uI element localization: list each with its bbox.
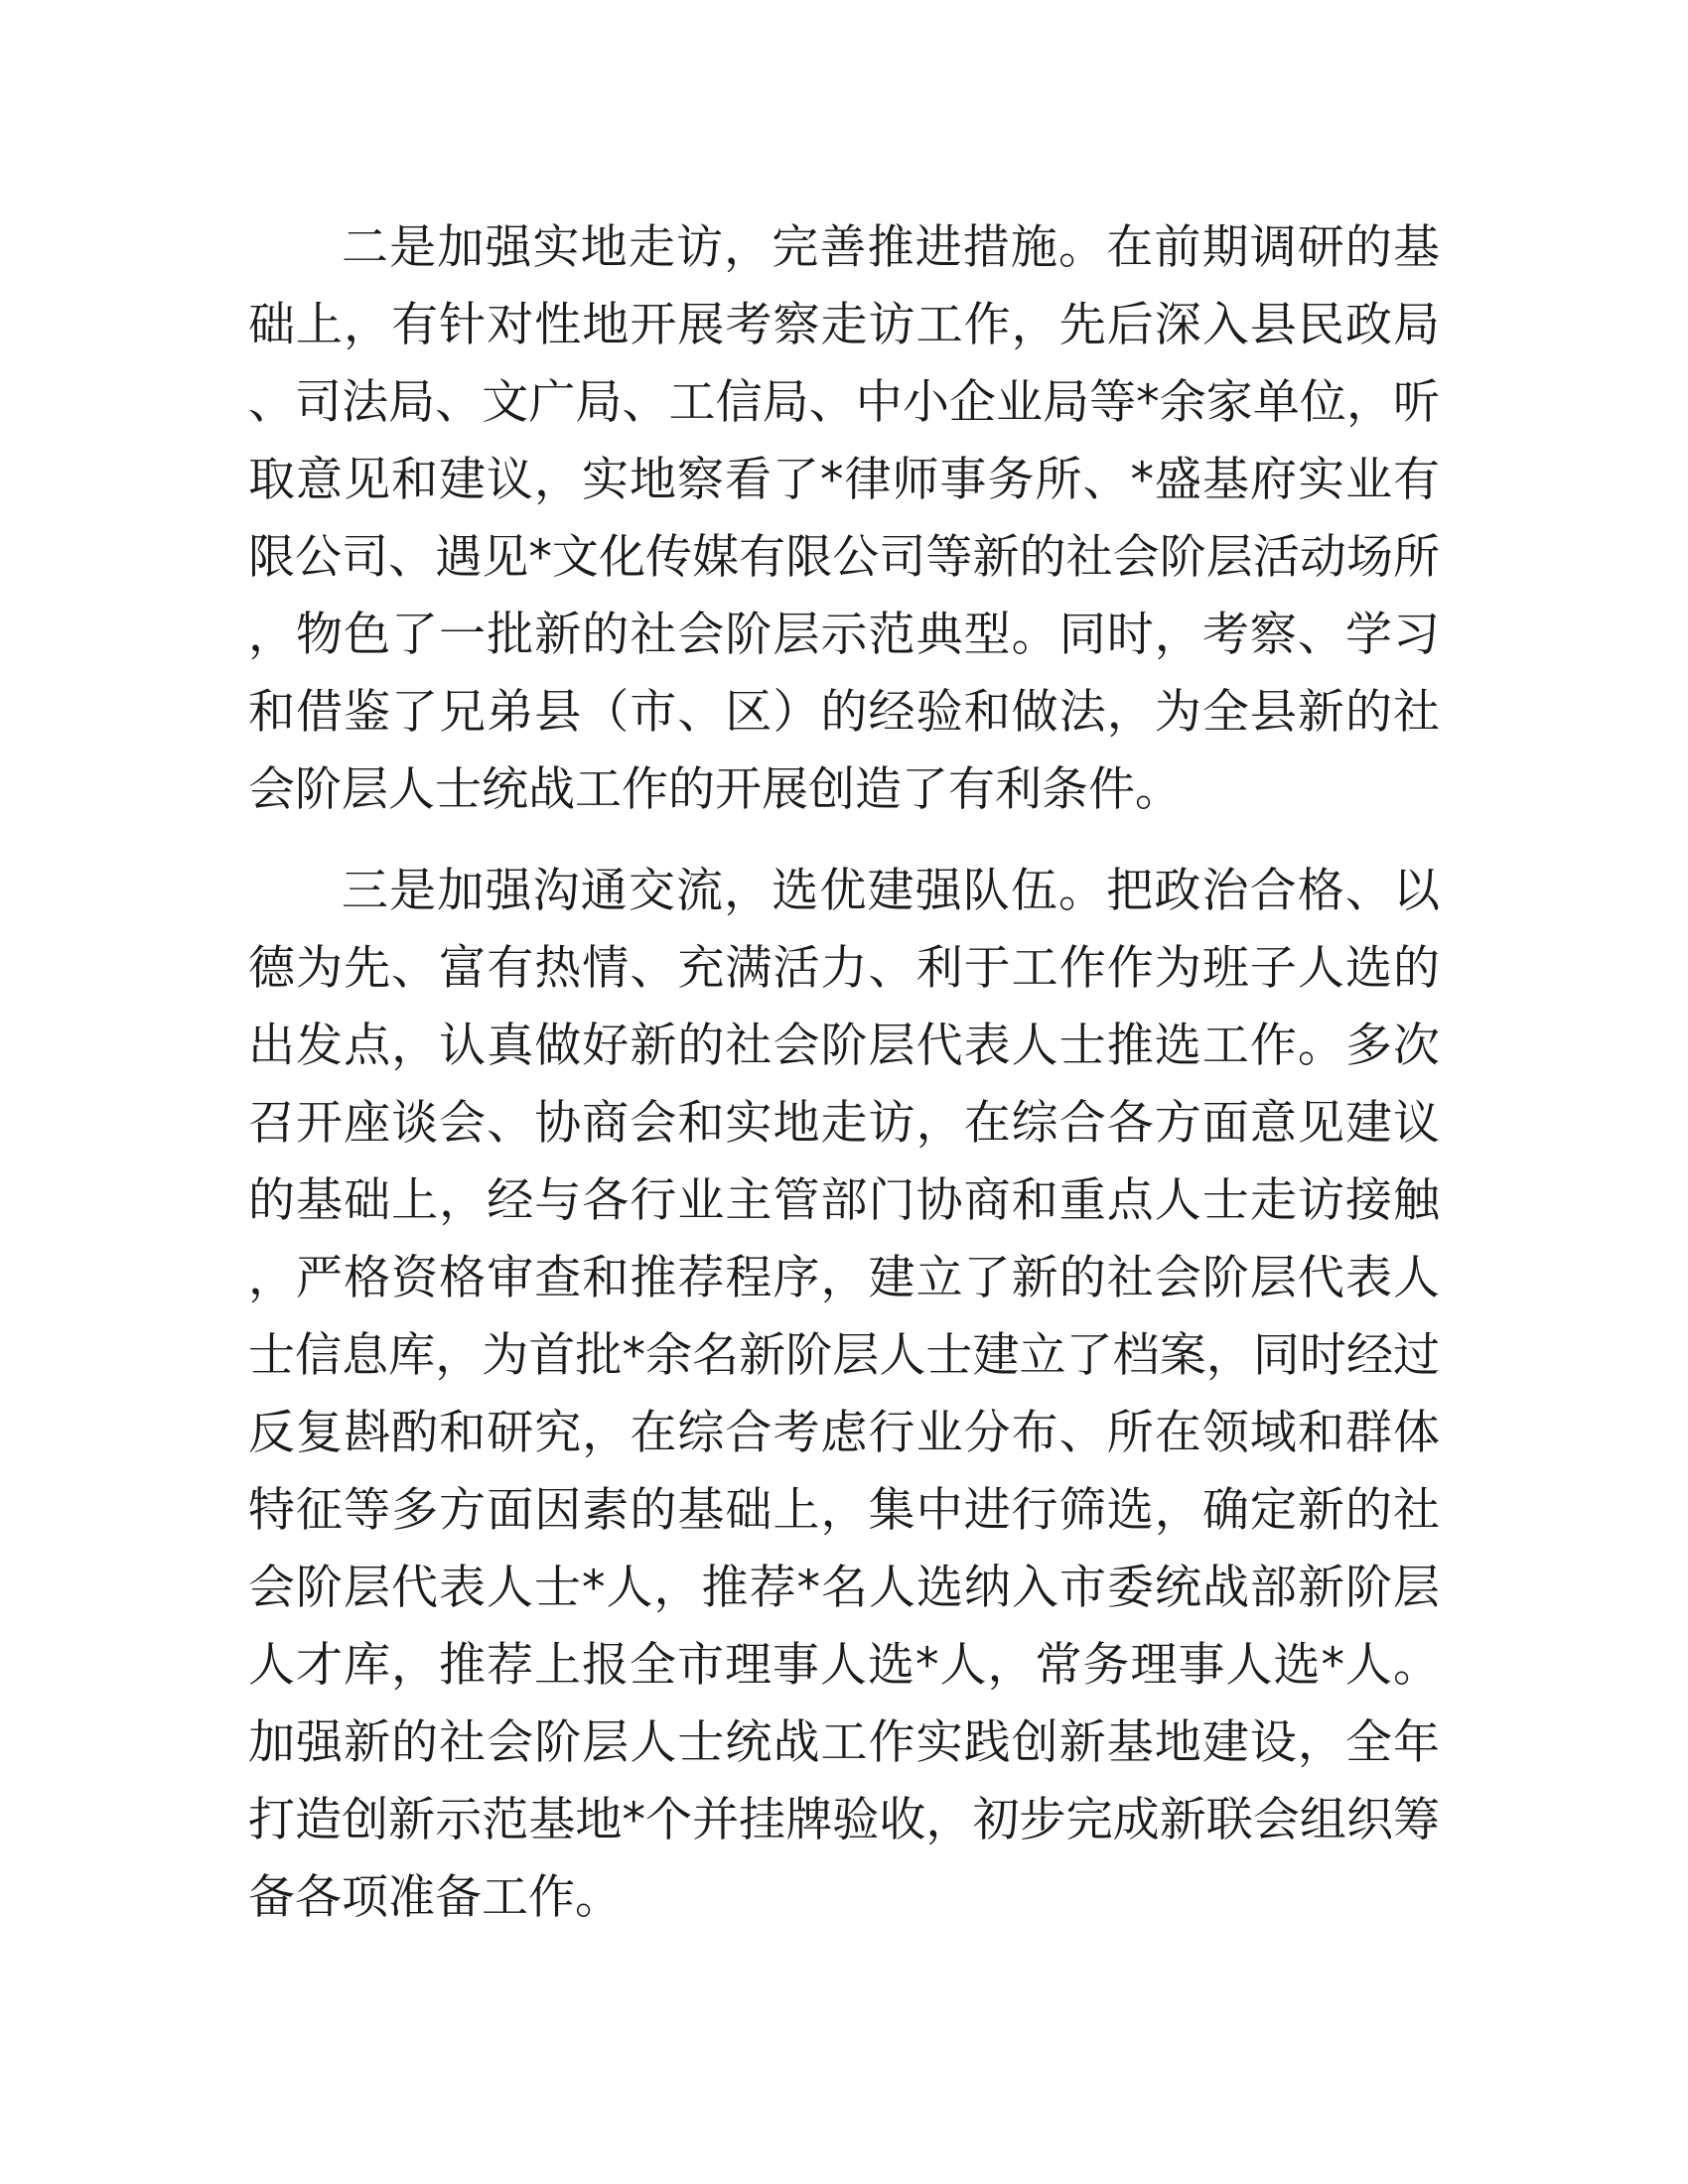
paragraph-site-visits: 二是加强实地走访，完善推进措施。在前期调研的基础上，有针对性地开展考察走访工作，先后深入县民政局、司法局、文广局、工信局、中小企业局等*余家单位，听取意见和建议，实地察看了*律师事务所、*盛基府实业有限公司、遇见*文化传媒有限公司等新的社会阶层活动场所，物色了一批新的社会阶层示范典型。同时，考察、学习和借鉴了兄弟县（市、区）的经验和做法，为全县新的社会阶层人士统战工作的开展创造了有利条件。 xyxy=(248,220,1440,817)
document-body xyxy=(248,209,1440,1937)
paragraph-team-building: 三是加强沟通交流，选优建强队伍。把政治合格、以德为先、富有热情、充满活力、利于工作作为班子人选的出发点，认真做好新的社会阶层代表人士推选工作。多次召开座谈会、协商会和实地走访，在综合各方面意见建议的基础上，经与各行业主管部门协商和重点人士走访接触，严格资格审查和推荐程序，建立了新的社会阶层代表人士信息库，为首批*余名新阶层人士建立了档案，同时经过反复斟酌和研究，在综合考虑行业分布、所在领域和群体特征等多方面因素的基础上，集中进行筛选，确定新的社会阶层代表人士*人，推荐*名人选纳入市委统战部新阶层人才库，推荐上报全市理事人选*人，常务理事人选*人。加强新的社会阶层人士统战工作实践创新基地建设，全年打造创新示范基地*个并挂牌验收，初步完成新联会组织筹备各项准备工作。 xyxy=(248,864,1440,1925)
